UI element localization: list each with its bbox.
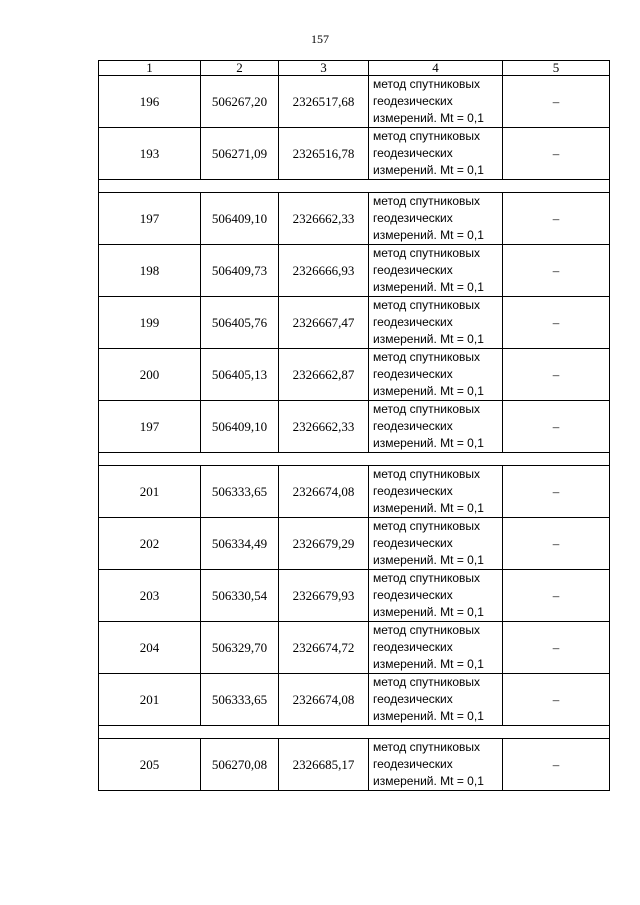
x-coordinate-cell: 506409,10 [201, 193, 279, 245]
y-coordinate-cell: 2326667,47 [279, 297, 369, 349]
y-coordinate-cell: 2326666,93 [279, 245, 369, 297]
column-header: 3 [279, 61, 369, 76]
table-row [99, 128, 610, 180]
y-coordinate-cell: 2326685,17 [279, 739, 369, 791]
note-cell: – [503, 518, 610, 570]
x-coordinate-cell: 506330,54 [201, 570, 279, 622]
note-cell: – [503, 193, 610, 245]
method-cell: метод спутниковых геодезических измерений. Mt = 0,1 [369, 297, 503, 349]
column-header: 5 [503, 61, 610, 76]
group-separator-cell [99, 453, 610, 466]
note-cell: – [503, 739, 610, 791]
x-coordinate-cell: 506267,20 [201, 76, 279, 128]
point-number-cell: 204 [99, 622, 201, 674]
method-cell: метод спутниковых геодезических измерений. Mt = 0,1 [369, 466, 503, 518]
table-row [99, 297, 610, 349]
point-number-cell: 196 [99, 76, 201, 128]
method-cell: метод спутниковых геодезических измерений. Mt = 0,1 [369, 193, 503, 245]
table-row [99, 622, 610, 674]
x-coordinate-cell: 506405,76 [201, 297, 279, 349]
table-row [99, 518, 610, 570]
table-row [99, 570, 610, 622]
method-cell: метод спутниковых геодезических измерений. Mt = 0,1 [369, 401, 503, 453]
group-separator-row [99, 180, 610, 193]
x-coordinate-cell: 506405,13 [201, 349, 279, 401]
point-number-cell: 201 [99, 466, 201, 518]
y-coordinate-cell: 2326674,08 [279, 674, 369, 726]
method-cell: метод спутниковых геодезических измерений. Mt = 0,1 [369, 349, 503, 401]
table-row [99, 245, 610, 297]
method-cell: метод спутниковых геодезических измерений. Mt = 0,1 [369, 674, 503, 726]
x-coordinate-cell: 506329,70 [201, 622, 279, 674]
point-number-cell: 200 [99, 349, 201, 401]
table-body [99, 76, 610, 791]
note-cell: – [503, 245, 610, 297]
note-cell: – [503, 674, 610, 726]
y-coordinate-cell: 2326662,87 [279, 349, 369, 401]
point-number-cell: 201 [99, 674, 201, 726]
y-coordinate-cell: 2326517,68 [279, 76, 369, 128]
column-header: 1 [99, 61, 201, 76]
y-coordinate-cell: 2326679,29 [279, 518, 369, 570]
method-cell: метод спутниковых геодезических измерений. Mt = 0,1 [369, 76, 503, 128]
y-coordinate-cell: 2326662,33 [279, 193, 369, 245]
y-coordinate-cell: 2326674,08 [279, 466, 369, 518]
table-header-row [99, 61, 610, 76]
point-number-cell: 197 [99, 401, 201, 453]
note-cell: – [503, 76, 610, 128]
note-cell: – [503, 622, 610, 674]
y-coordinate-cell: 2326674,72 [279, 622, 369, 674]
point-number-cell: 193 [99, 128, 201, 180]
method-cell: метод спутниковых геодезических измерений. Mt = 0,1 [369, 128, 503, 180]
y-coordinate-cell: 2326516,78 [279, 128, 369, 180]
note-cell: – [503, 349, 610, 401]
x-coordinate-cell: 506409,10 [201, 401, 279, 453]
column-header: 4 [369, 61, 503, 76]
y-coordinate-cell: 2326662,33 [279, 401, 369, 453]
table-row [99, 193, 610, 245]
table-row [99, 401, 610, 453]
x-coordinate-cell: 506334,49 [201, 518, 279, 570]
table-row [99, 466, 610, 518]
point-number-cell: 199 [99, 297, 201, 349]
group-separator-row [99, 726, 610, 739]
note-cell: – [503, 297, 610, 349]
method-cell: метод спутниковых геодезических измерений. Mt = 0,1 [369, 622, 503, 674]
point-number-cell: 205 [99, 739, 201, 791]
y-coordinate-cell: 2326679,93 [279, 570, 369, 622]
point-number-cell: 202 [99, 518, 201, 570]
x-coordinate-cell: 506270,08 [201, 739, 279, 791]
group-separator-cell [99, 726, 610, 739]
table-row [99, 739, 610, 791]
coordinates-table [98, 60, 610, 791]
point-number-cell: 197 [99, 193, 201, 245]
table-row [99, 349, 610, 401]
table-row [99, 76, 610, 128]
note-cell: – [503, 128, 610, 180]
page-number: 157 [311, 32, 329, 46]
method-cell: метод спутниковых геодезических измерений. Mt = 0,1 [369, 739, 503, 791]
x-coordinate-cell: 506333,65 [201, 466, 279, 518]
table-row [99, 674, 610, 726]
group-separator-cell [99, 180, 610, 193]
x-coordinate-cell: 506333,65 [201, 674, 279, 726]
point-number-cell: 203 [99, 570, 201, 622]
note-cell: – [503, 570, 610, 622]
note-cell: – [503, 401, 610, 453]
group-separator-row [99, 453, 610, 466]
method-cell: метод спутниковых геодезических измерений. Mt = 0,1 [369, 245, 503, 297]
column-header: 2 [201, 61, 279, 76]
x-coordinate-cell: 506409,73 [201, 245, 279, 297]
x-coordinate-cell: 506271,09 [201, 128, 279, 180]
point-number-cell: 198 [99, 245, 201, 297]
note-cell: – [503, 466, 610, 518]
method-cell: метод спутниковых геодезических измерений. Mt = 0,1 [369, 518, 503, 570]
method-cell: метод спутниковых геодезических измерений. Mt = 0,1 [369, 570, 503, 622]
